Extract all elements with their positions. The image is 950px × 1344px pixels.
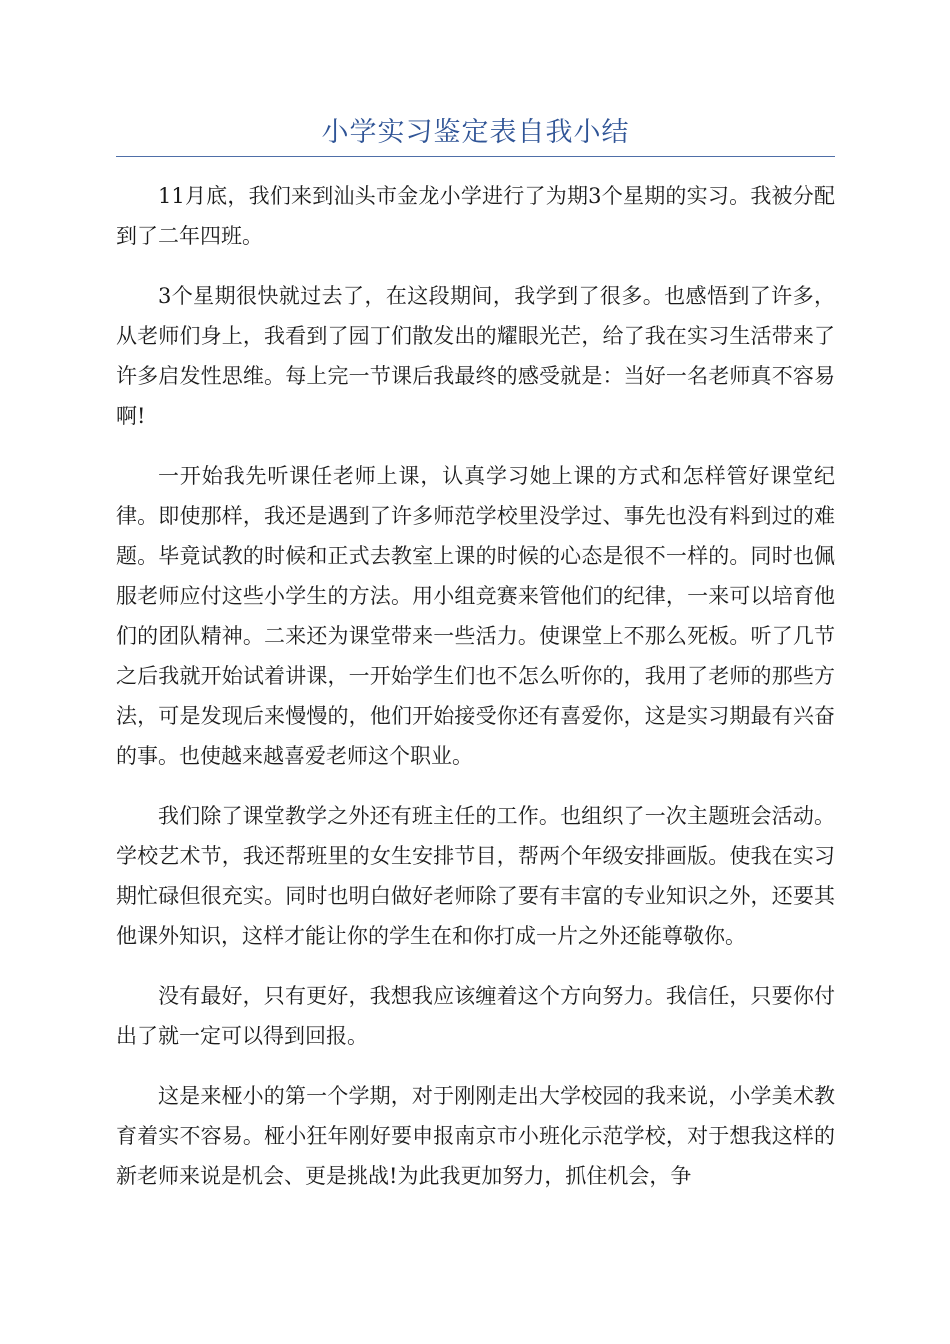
paragraph: 3个星期很快就过去了，在这段期间，我学到了很多。也感悟到了许多，从老师们身上，我看到了园丁们散发出的耀眼光芒，给了我在实习生活带来了许多启发性思维。每上完一节课后我最终的感受就是：当好一名老师真不容易啊! — [116, 284, 835, 428]
paragraph: 没有最好，只有更好，我想我应该缠着这个方向努力。我信任，只要你付出了就一定可以得到回报。 — [116, 984, 835, 1048]
paragraph: 这是来桠小的第一个学期，对于刚刚走出大学校园的我来说，小学美术教育着实不容易。桠小狂年刚好要申报南京市小班化示范学校，对于想我这样的新老师来说是机会、更是挑战!为此我更加努力，抓住机会，争 — [116, 1084, 835, 1188]
document-body — [116, 176, 835, 1216]
paragraph: 一开始我先听课任老师上课，认真学习她上课的方式和怎样管好课堂纪律。即使那样，我还是遇到了许多师范学校里没学过、事先也没有料到过的难题。毕竟试教的时候和正式去教室上课的时候的心态是很不一样的。同时也佩服老师应付这些小学生的方法。用小组竞赛来管他们的纪律，一来可以培育他们的团队精神。二来还为课堂带来一些活力。使课堂上不那么死板。听了几节之后我就开始试着讲课，一开始学生们也不怎么听你的，我用了老师的那些方法，可是发现后来慢慢的，他们开始接受你还有喜爱你，这是实习期最有兴奋的事。也使越来越喜爱老师这个职业。 — [116, 464, 835, 768]
paragraph: 11月底，我们来到汕头市金龙小学进行了为期3个星期的实习。我被分配到了二年四班。 — [116, 184, 835, 248]
title-block — [116, 108, 835, 157]
document-title: 小学实习鉴定表自我小结 — [321, 117, 630, 148]
paragraph: 我们除了课堂教学之外还有班主任的工作。也组织了一次主题班会活动。学校艺术节，我还帮班里的女生安排节目，帮两个年级安排画版。使我在实习期忙碌但很充实。同时也明白做好老师除了要有丰富的专业知识之外，还要其他课外知识，这样才能让你的学生在和你打成一片之外还能尊敬你。 — [116, 804, 835, 948]
